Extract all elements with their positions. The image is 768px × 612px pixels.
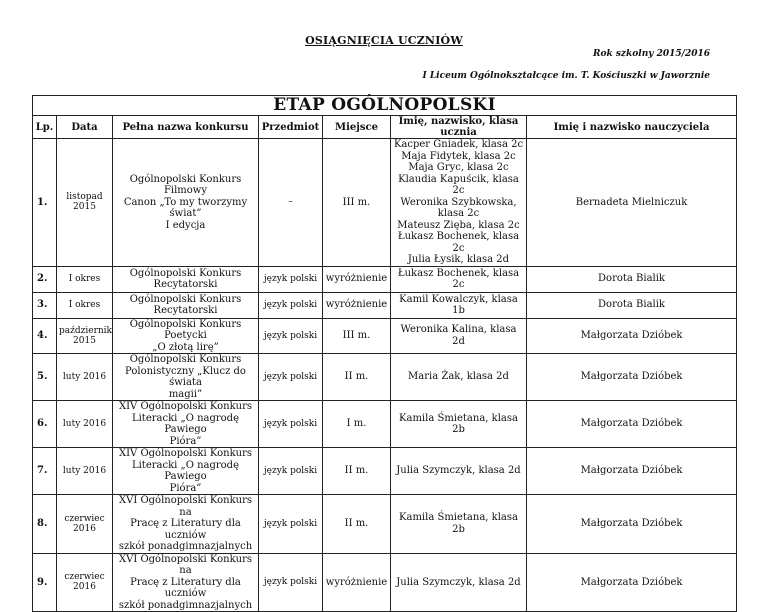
school-year: Rok szkolny 2015/2016 [593, 49, 710, 59]
cell-date [57, 318, 113, 354]
cell-contest-line: Ogólnopolski Konkurs Filmowy [129, 173, 242, 196]
cell-students-line: Kamil Kowalczyk, klasa 1b [399, 293, 518, 316]
cell-date-line: luty 2016 [62, 466, 107, 476]
cell-lp: 6. [33, 401, 57, 448]
cell-contest [113, 448, 259, 495]
header-students: Imię, nazwisko, klasa ucznia [391, 116, 527, 139]
cell-lp: 3. [33, 292, 57, 318]
table-row [33, 266, 737, 292]
cell-teacher: Małgorzata Dziόbek [527, 495, 737, 554]
cell-date [57, 139, 113, 267]
cell-subject: język polski [259, 266, 323, 292]
cell-date [57, 354, 113, 401]
table-row [33, 139, 737, 267]
cell-teacher: Małgorzata Dziόbek [527, 553, 737, 612]
table-row [33, 448, 737, 495]
cell-students-line: Mateusz Zięba, klasa 2c [397, 219, 520, 231]
cell-students-line: Kamila Śmietana, klasa 2b [399, 512, 518, 535]
cell-contest [113, 318, 259, 354]
table-row [33, 318, 737, 354]
table-row [33, 401, 737, 448]
cell-date [57, 448, 113, 495]
cell-contest-line: I edycja [165, 219, 206, 231]
cell-date-line: 2016 [73, 582, 96, 593]
cell-contest [113, 139, 259, 267]
cell-lp: 7. [33, 448, 57, 495]
cell-date-line: luty 2016 [62, 372, 107, 382]
cell-contest-line: Recytatorski [153, 279, 218, 290]
achievements-table [32, 95, 737, 612]
stage-heading: ETAP OGÓLNOPOLSKI [33, 96, 737, 116]
cell-date [57, 292, 113, 318]
cell-contest-line: XIV Ogólnopolski Konkurs [118, 401, 252, 412]
cell-place: I m. [323, 401, 391, 448]
header-place: Miejsce [323, 116, 391, 139]
cell-students [391, 292, 527, 318]
cell-contest-line: Ogólnopolski Konkurs [129, 354, 242, 365]
cell-place: wyróżnienie [323, 266, 391, 292]
cell-subject: język polski [259, 318, 323, 354]
header-lp: Lp. [33, 116, 57, 139]
cell-lp: 9. [33, 553, 57, 612]
cell-students [391, 318, 527, 354]
table-row [33, 553, 737, 612]
cell-contest-line: szkół ponadgimnazjalnych [118, 541, 253, 552]
cell-contest [113, 354, 259, 401]
header-contest: Pełna nazwa konkursu [113, 116, 259, 139]
cell-subject: – [259, 139, 323, 267]
cell-date [57, 553, 113, 612]
cell-contest [113, 292, 259, 318]
cell-place: wyróżnienie [323, 553, 391, 612]
cell-contest-line: Ogólnopolski Konkurs [129, 267, 242, 279]
cell-students [391, 401, 527, 448]
cell-students [391, 448, 527, 495]
cell-students-line: Weronika Kalina, klasa 2d [400, 324, 517, 347]
cell-students-line: Klaudia Kapuścik, klasa 2c [398, 173, 519, 196]
cell-date-line: czerwiec [64, 572, 105, 583]
cell-date [57, 495, 113, 554]
cell-contest [113, 266, 259, 292]
cell-contest-line: Literacki „O nagrodę Pawiego [131, 412, 240, 435]
cell-date-line: 2015 [73, 202, 96, 213]
cell-students-line: Julia Łysik, klasa 2d [407, 254, 510, 265]
cell-students-line: Julia Szymczyk, klasa 2d [396, 576, 521, 588]
cell-students-line: Kacper Gniadek, klasa 2c [393, 139, 524, 150]
cell-contest-line: Polonistyczny „Klucz do świata [125, 365, 246, 388]
cell-contest-line: Pióra” [169, 435, 202, 447]
cell-subject: język polski [259, 401, 323, 448]
cell-contest-line: XVI Ogólnopolski Konkurs na [118, 553, 252, 576]
cell-date [57, 401, 113, 448]
table-row [33, 495, 737, 554]
cell-students [391, 354, 527, 401]
cell-date-line: I okres [68, 274, 101, 284]
cell-contest-line: Ogólnopolski Konkurs Poetycki [129, 318, 242, 341]
cell-contest-line: Ogólnopolski Konkurs [129, 293, 242, 305]
cell-contest-line: „O złotą lirę” [152, 341, 219, 353]
cell-lp: 5. [33, 354, 57, 401]
cell-subject: język polski [259, 354, 323, 401]
cell-contest [113, 553, 259, 612]
cell-place: II m. [323, 354, 391, 401]
cell-students-line: Weronika Szybkowska, klasa 2c [400, 196, 517, 219]
cell-teacher: Dorota Bialik [527, 266, 737, 292]
cell-subject: język polski [259, 448, 323, 495]
cell-teacher: Małgorzata Dziόbek [527, 401, 737, 448]
table-row [33, 292, 737, 318]
header-subject: Przedmiot [259, 116, 323, 139]
cell-teacher: Małgorzata Dziόbek [527, 448, 737, 495]
cell-students-line: Julia Szymczyk, klasa 2d [396, 465, 521, 477]
cell-subject: język polski [259, 292, 323, 318]
cell-students [391, 495, 527, 554]
cell-contest-line: magii” [168, 388, 203, 400]
cell-lp: 4. [33, 318, 57, 354]
cell-students [391, 553, 527, 612]
cell-place: II m. [323, 448, 391, 495]
cell-teacher: Małgorzata Dziόbek [527, 354, 737, 401]
cell-students-line: Maja Gryc, klasa 2c [408, 162, 509, 173]
cell-date-line: październik [59, 325, 113, 336]
cell-subject: język polski [259, 495, 323, 554]
cell-contest [113, 401, 259, 448]
cell-contest-line: szkół ponadgimnazjalnych [118, 599, 253, 611]
cell-date-line: 2015 [73, 335, 96, 346]
cell-contest-line: Pióra” [169, 482, 202, 494]
cell-contest-line: XIV Ogólnopolski Konkurs [118, 448, 252, 459]
cell-contest-line: Canon „To my tworzymy świat” [123, 196, 248, 219]
cell-place: wyróżnienie [323, 292, 391, 318]
cell-contest-line: Literacki „O nagrodę Pawiego [131, 459, 240, 482]
document-title: OSIĄGNIĘCIA UCZNIÓW [305, 34, 463, 47]
cell-contest [113, 495, 259, 554]
cell-students-line: Maja Fidytek, klasa 2c [401, 150, 516, 162]
cell-teacher: Małgorzata Dziόbek [527, 318, 737, 354]
cell-students [391, 266, 527, 292]
cell-students [391, 139, 527, 267]
cell-date-line: listopad [66, 192, 103, 203]
header-teacher: Imię i nazwisko nauczyciela [527, 116, 737, 139]
header-date: Data [57, 116, 113, 139]
cell-lp: 1. [33, 139, 57, 267]
cell-teacher: Dorota Bialik [527, 292, 737, 318]
cell-place: II m. [323, 495, 391, 554]
cell-place: III m. [323, 139, 391, 267]
cell-students-line: Maria Żak, klasa 2d [408, 371, 509, 383]
cell-teacher: Bernadeta Mielniczuk [527, 139, 737, 267]
table-row [33, 354, 737, 401]
cell-date-line: czerwiec [64, 513, 105, 524]
cell-lp: 8. [33, 495, 57, 554]
cell-date [57, 266, 113, 292]
cell-date-line: luty 2016 [62, 419, 107, 429]
cell-contest-line: Recytatorski [153, 305, 218, 316]
cell-students-line: Łukasz Bochenek, klasa 2c [397, 267, 520, 290]
cell-contest-line: Pracę z Literatury dla uczniów [130, 576, 241, 599]
cell-students-line: Łukasz Bochenek, klasa 2c [397, 231, 520, 254]
cell-students-line: Kamila Śmietana, klasa 2b [399, 412, 518, 435]
cell-place: III m. [323, 318, 391, 354]
cell-date-line: I okres [68, 300, 101, 310]
cell-contest-line: Pracę z Literatury dla uczniów [130, 518, 241, 541]
school-name: I Liceum Ogólnokształcące im. T. Kościuszki w Jaworznie [422, 71, 710, 81]
cell-subject: język polski [259, 553, 323, 612]
cell-lp: 2. [33, 266, 57, 292]
cell-date-line: 2016 [73, 523, 96, 534]
cell-contest-line: XVI Ogólnopolski Konkurs na [118, 495, 252, 518]
